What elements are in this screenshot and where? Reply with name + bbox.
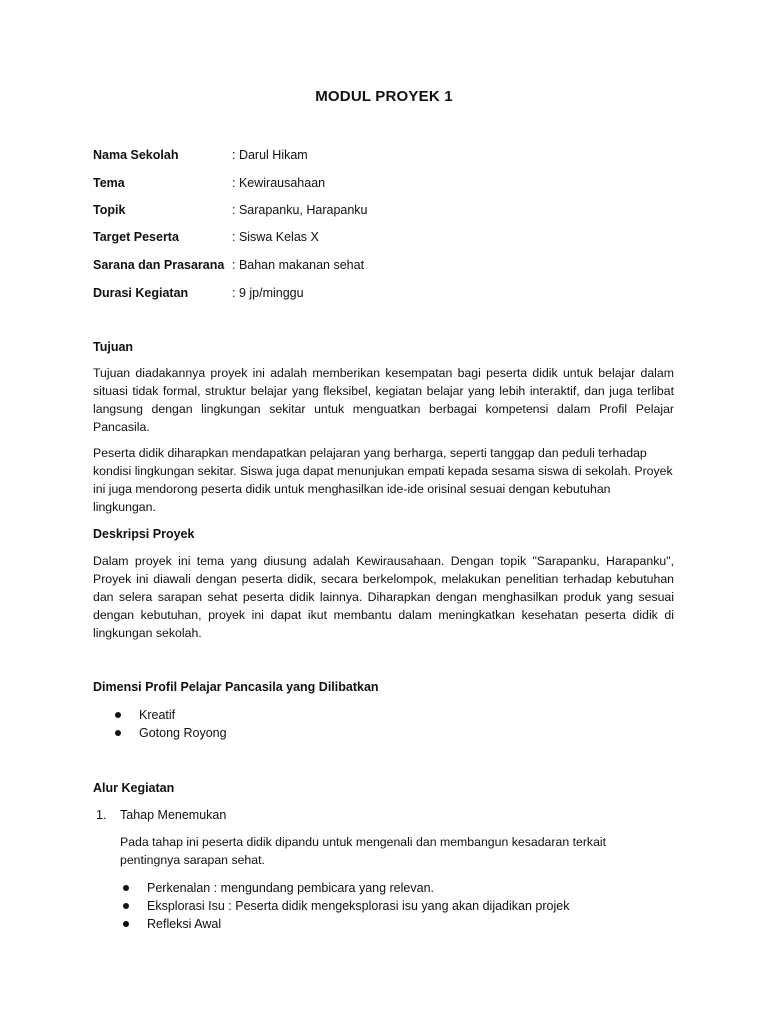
deskripsi-heading: Deskripsi Proyek [93,527,195,541]
info-label: Nama Sekolah [93,148,179,162]
bullet-icon [123,903,129,909]
list-item [115,724,227,742]
info-label: Target Peserta [93,230,179,244]
bullet-icon [123,885,129,891]
info-value: : Bahan makanan sehat [232,258,365,272]
tujuan-heading: Tujuan [93,340,134,354]
page-title: MODUL PROYEK 1 [315,88,453,105]
bullet-icon [123,921,129,927]
info-value: : Siswa Kelas X [232,230,319,244]
dimensi-list [115,706,227,742]
list-item [123,879,569,897]
step-number: 1. [96,808,107,822]
list-item-text: Kreatif [139,708,176,722]
alur-heading: Alur Kegiatan [93,781,175,795]
list-item [123,897,569,915]
list-item-text: Refleksi Awal [147,917,222,931]
info-label: Tema [93,176,125,190]
info-value: : 9 jp/minggu [232,286,304,300]
info-value: : Darul Hikam [232,148,308,162]
step-list [123,879,569,933]
list-item [115,706,227,724]
info-value: : Kewirausahaan [232,176,326,190]
info-label: Durasi Kegiatan [93,286,189,300]
tujuan-paragraph-1: Tujuan diadakannya proyek ini adalah memberikan kesempatan bagi peserta didik untuk belajar dalam situasi tidak formal, struktur belajar yang fleksibel, kegiatan belajar yang lebih interaktif, dan juga terlibat langsung dengan lingkungan sekitar untuk menguatkan berbagai kompetensi dalam Profil Pelajar Pancasila. [93,366,674,434]
step-paragraph: Pada tahap ini peserta didik dipandu untuk mengenali dan membangun kesadaran terkait pentingnya sarapan sehat. [120,835,607,867]
list-item [123,915,569,933]
dimensi-heading: Dimensi Profil Pelajar Pancasila yang Dilibatkan [93,680,379,694]
tujuan-paragraph-2: Peserta didik diharapkan mendapatkan pelajaran yang berharga, seperti tanggap dan peduli terhadap kondisi lingkungan sekitar. Siswa juga dapat menunjukan empati kepada sesama siswa di sekolah. Proyek ini juga mendorong peserta didik untuk menghasilkan ide-ide orisinal sesuai dengan kebutuhan lingkungan. [93,446,673,514]
step-title: Tahap Menemukan [120,808,227,822]
info-value: : Sarapanku, Harapanku [232,203,368,217]
info-label: Topik [93,203,126,217]
list-item-text: Perkenalan : mengundang pembicara yang relevan. [147,881,434,895]
bullet-icon [115,730,121,736]
bullet-icon [115,712,121,718]
list-item-text: Gotong Royong [139,726,227,740]
list-item-text: Eksplorasi Isu : Peserta didik mengeksplorasi isu yang akan dijadikan projek [147,899,570,913]
info-label: Sarana dan Prasarana [93,258,225,272]
step-1 [96,806,226,824]
deskripsi-paragraph: Dalam proyek ini tema yang diusung adalah Kewirausahaan. Dengan topik "Sarapanku, Harapanku", Proyek ini diawali dengan peserta didik, secara berkelompok, melakukan penelitian terhadap kebutuhan dan selera sarapan sehat peserta didik lainnya. Diharapkan dengan menghasilkan produk yang sesuai dengan kebutuhan, proyek ini dapat ikut membantu dalam meningkatkan kesehatan peserta didik di lingkungan sekolah. [93,554,674,640]
